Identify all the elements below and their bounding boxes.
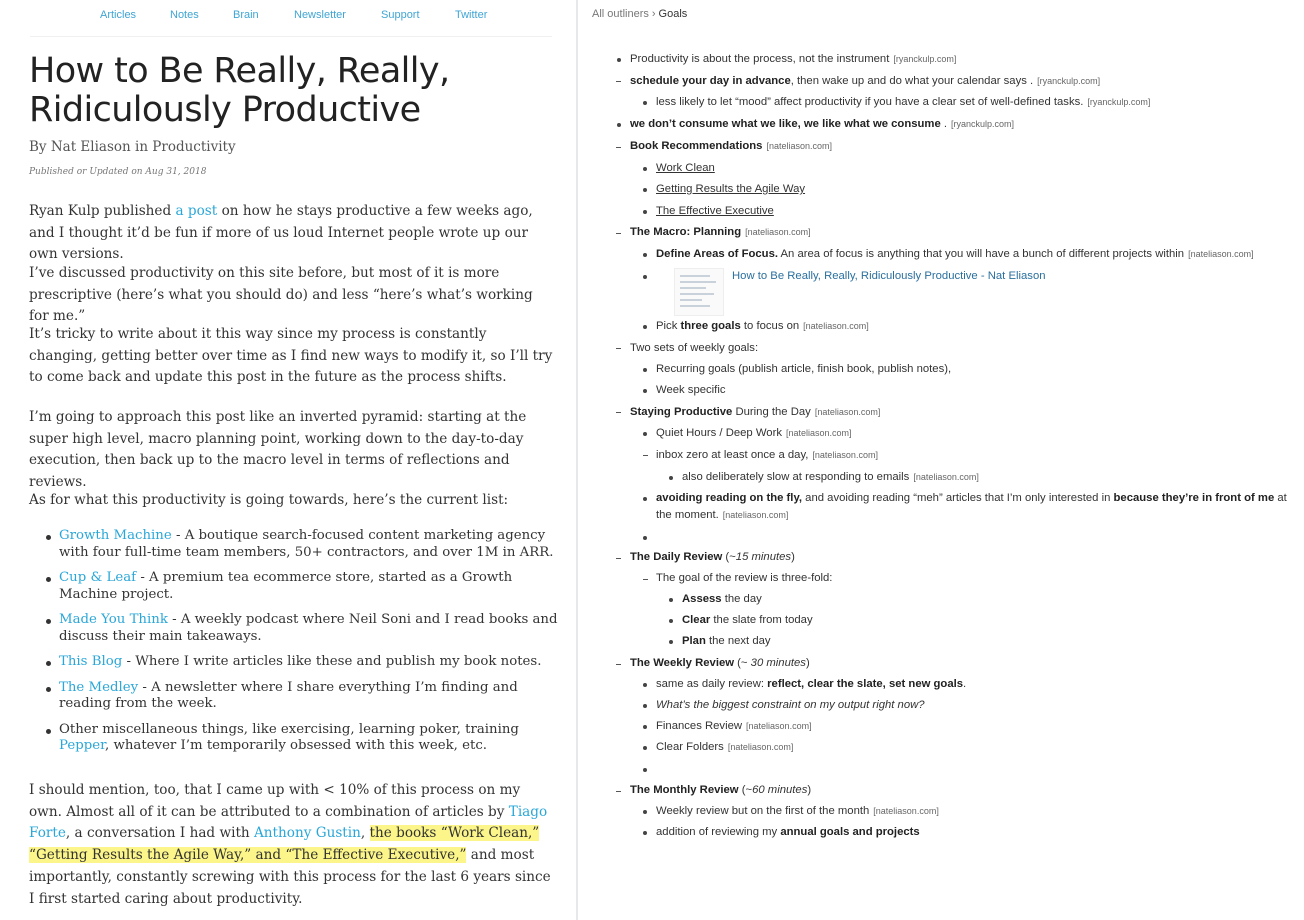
thumbnail-line xyxy=(680,305,710,307)
outline-text: (~ xyxy=(722,551,736,563)
outline-bold-text: reflect, clear the slate, set new goals xyxy=(767,678,964,690)
bullet-icon[interactable] xyxy=(643,368,647,372)
article-link[interactable]: How to Be Really, Really, Ridiculously Productive - Nat Eliason xyxy=(732,270,1046,282)
nav-brain[interactable]: Brain xyxy=(233,9,259,21)
paragraph-text: and most importantly, constantly screwing with this process for the last 6 years since I first started caring about productivity. xyxy=(29,847,551,907)
outline-item[interactable] xyxy=(630,402,880,423)
outline-item[interactable] xyxy=(682,467,979,488)
outline-item[interactable] xyxy=(630,547,795,568)
breadcrumb-separator-icon: › xyxy=(651,8,656,20)
bullet-icon[interactable] xyxy=(643,704,647,708)
outline-text: Quiet Hours / Deep Work xyxy=(656,427,782,439)
bullet-icon[interactable] xyxy=(643,253,647,257)
outline-text: at the moment. xyxy=(656,492,1287,521)
outline-text: Clear Folders xyxy=(656,741,724,753)
list-item xyxy=(29,528,559,561)
outline-item[interactable] xyxy=(656,674,966,695)
book-link[interactable]: Work Clean xyxy=(656,162,715,174)
bullet-icon[interactable] xyxy=(643,497,647,501)
source-link[interactable]: [ryanckulp.com] xyxy=(1087,97,1151,107)
outline-bold-text: Plan xyxy=(682,635,706,647)
outline-italic-text: 30 minutes xyxy=(750,657,806,669)
outline-italic-text: 60 minutes xyxy=(752,784,808,796)
made-you-think-link[interactable]: Made You Think xyxy=(59,612,168,627)
nav-twitter[interactable]: Twitter xyxy=(455,9,488,21)
thumbnail-line xyxy=(680,281,716,283)
outline-text: Recurring goals (publish article, finish book, publish notes), xyxy=(656,363,952,375)
outline-item[interactable] xyxy=(656,423,852,444)
paragraph-inverted-pyramid: I’m going to approach this post like an inverted pyramid: starting at the super high level, macro planning point, working down to the day-to-day execution, then back up to the macro level in terms of reflections and reviews. xyxy=(29,409,527,491)
outline-item[interactable] xyxy=(656,695,925,716)
outline-item[interactable] xyxy=(732,266,1046,287)
bullet-icon[interactable] xyxy=(643,101,647,105)
pepper-link[interactable]: Pepper xyxy=(59,738,106,753)
list-item xyxy=(29,654,559,671)
book-link[interactable]: The Effective Executive xyxy=(656,205,774,217)
collapse-dash-icon[interactable] xyxy=(616,348,621,349)
outline-text: same as daily review: xyxy=(656,678,768,690)
bullet-icon[interactable] xyxy=(643,188,647,192)
outline-item[interactable] xyxy=(656,568,832,589)
article-thumbnail[interactable] xyxy=(674,268,724,316)
source-link[interactable]: [nateliason.com] xyxy=(873,806,939,816)
outline-item[interactable] xyxy=(656,316,869,337)
source-link[interactable]: [nateliason.com] xyxy=(745,227,811,237)
article-date: Published or Updated on Aug 31, 2018 xyxy=(29,167,207,177)
outline-text: ) xyxy=(807,784,812,796)
outline-item[interactable] xyxy=(630,653,810,674)
outline-italic-text: 15 minutes xyxy=(735,551,792,563)
paragraph-text: , a conversation I had with xyxy=(65,825,254,842)
thumbnail-line xyxy=(680,275,710,277)
bullet-icon[interactable] xyxy=(669,640,673,644)
source-link[interactable]: [nateliason.com] xyxy=(814,407,881,417)
article-byline: By Nat Eliason in Productivity xyxy=(29,139,236,155)
list-item-text: - Where I write articles like these and publish my book notes. xyxy=(122,654,542,669)
outline-item[interactable] xyxy=(630,49,956,70)
outline-bold-text: annual goals and projects xyxy=(780,826,920,838)
outline-text: the day xyxy=(721,593,762,605)
outline-text: . xyxy=(940,118,948,130)
outline-item[interactable] xyxy=(630,136,832,157)
source-link[interactable]: [nateliason.com] xyxy=(746,721,812,731)
nav-newsletter[interactable]: Newsletter xyxy=(294,9,346,21)
outline-bold-text: Book Recommendations xyxy=(630,140,763,152)
source-link[interactable]: [nateliason.com] xyxy=(812,450,878,460)
outline-item[interactable] xyxy=(656,359,951,380)
outline-item[interactable] xyxy=(656,244,1254,265)
outline-item[interactable] xyxy=(630,71,1100,92)
source-link[interactable]: [nateliason.com] xyxy=(722,510,789,520)
bullet-icon[interactable] xyxy=(643,810,647,814)
outline-text: Pick xyxy=(656,320,681,332)
paragraph-intro xyxy=(29,201,556,266)
outline-item[interactable] xyxy=(630,114,1014,135)
this-blog-link[interactable]: This Blog xyxy=(59,654,123,669)
a-post-link[interactable]: a post xyxy=(175,203,218,219)
thumbnail-line xyxy=(680,287,706,289)
outline-item[interactable] xyxy=(656,201,774,222)
source-link[interactable]: [nateliason.com] xyxy=(803,321,869,331)
collapse-dash-icon[interactable] xyxy=(616,791,621,792)
list-item xyxy=(29,680,559,713)
outline-bold-text: Clear xyxy=(682,614,711,626)
list-item xyxy=(29,612,559,645)
outline-bold-text: The Macro: Planning xyxy=(630,226,742,238)
outline-text: Finances Review xyxy=(656,720,743,732)
article-title: How to Be Really, Really, Ridiculously Productive xyxy=(29,51,450,130)
paragraph-text: Ryan Kulp published xyxy=(29,203,176,219)
paragraph-text: , xyxy=(360,825,370,842)
outline-text: Weekly review but on the first of the month xyxy=(656,805,870,817)
list-item-text: , whatever I’m temporarily obsessed with this week, etc. xyxy=(105,738,488,753)
outline-item[interactable] xyxy=(656,822,920,843)
list-item-text: - A premium tea ecommerce store, started as a Growth Machine project. xyxy=(59,570,513,602)
source-link[interactable]: [nateliason.com] xyxy=(913,472,979,482)
bullet-icon[interactable] xyxy=(643,432,647,436)
outline-bold-text: The Weekly Review xyxy=(630,657,735,669)
cup-and-leaf-link[interactable]: Cup & Leaf xyxy=(59,570,137,585)
outline-item[interactable] xyxy=(656,445,878,466)
collapse-dash-icon[interactable] xyxy=(643,579,648,580)
outline-italic-text: What’s the biggest constraint on my output right now? xyxy=(656,699,925,711)
outline-item[interactable] xyxy=(656,716,812,737)
list-item-text: Other miscellaneous things, like exercising, learning poker, training xyxy=(59,721,519,737)
outline-item[interactable] xyxy=(656,490,1296,524)
thumbnail-line xyxy=(680,293,714,295)
source-link[interactable]: [ryanckulp.com] xyxy=(1037,76,1101,86)
nav-support[interactable]: Support xyxy=(381,9,420,21)
outline-item[interactable] xyxy=(656,179,805,200)
bullet-icon[interactable] xyxy=(643,725,647,729)
bullet-icon[interactable] xyxy=(643,275,647,279)
outline-bold-text: avoiding reading on the fly, xyxy=(656,492,803,504)
paragraph-previous-discussion: I’ve discussed productivity on this site before, but most of it is more prescriptive (here’s what you should do) and less “here’s what’s working for me.” xyxy=(29,265,533,325)
article-pane xyxy=(0,0,576,920)
list-item xyxy=(29,570,559,603)
outline-bold-text: Define Areas of Focus. xyxy=(656,248,778,260)
highlighted-text: the books “Work Clean,” “Getting Results the Agile Way,” and “The Effective Executive,” xyxy=(29,825,540,864)
source-link[interactable]: [nateliason.com] xyxy=(1188,249,1254,259)
outline-text: (~ xyxy=(734,657,751,669)
outline-item[interactable] xyxy=(630,780,811,801)
breadcrumb-current: Goals xyxy=(658,8,688,20)
outline-text: Productivity is about the process, not the instrument xyxy=(630,53,890,65)
list-item-text: - A newsletter where I share everything I’m finding and reading from the week. xyxy=(59,679,518,711)
outline-bold-text: we don’t consume what we like, we like what we consume xyxy=(630,118,941,130)
outline-item[interactable] xyxy=(682,610,813,631)
outline-item[interactable] xyxy=(630,338,758,359)
outline-bold-text: Assess xyxy=(682,593,722,605)
bullet-icon[interactable] xyxy=(617,123,621,127)
bullet-icon[interactable] xyxy=(617,58,621,62)
outline-text: Week specific xyxy=(656,384,726,396)
outline-bold-text: The Daily Review xyxy=(630,551,723,563)
collapse-dash-icon[interactable] xyxy=(616,664,621,665)
outline-item[interactable] xyxy=(682,589,762,610)
bullet-icon[interactable] xyxy=(643,210,647,214)
list-item-text: - A weekly podcast where Neil Soni and I read books and discuss their main takeaways. xyxy=(59,612,558,644)
outline-text: . xyxy=(963,678,967,690)
empty-bullet-icon[interactable] xyxy=(643,768,647,772)
breadcrumb xyxy=(592,8,687,20)
outline-text: to focus on xyxy=(740,320,800,332)
outline-bold-text: three goals xyxy=(680,320,741,332)
collapse-dash-icon[interactable] xyxy=(616,558,621,559)
outline-text: The goal of the review is three-fold: xyxy=(656,572,833,584)
paragraph-attribution xyxy=(29,780,556,910)
paragraph-text: on how he stays productive a few weeks ago, and I thought it’d be fun if more of us loud Internet people wrote up our own versions. xyxy=(29,203,533,263)
outline-text: Two sets of weekly goals: xyxy=(630,342,759,354)
paragraph-process-changing: It’s tricky to write about it this way since my process is constantly changing, getting better over time as I find new ways to modify it, so I’ll try to come back and update this post in the future as the process shifts. xyxy=(29,326,553,386)
outline-text: An area of focus is anything that you will have a bunch of different projects within xyxy=(778,248,1185,260)
anthony-gustin-link[interactable]: Anthony Gustin xyxy=(253,825,361,842)
outline-item[interactable] xyxy=(656,801,939,822)
source-link[interactable]: [nateliason.com] xyxy=(766,141,832,151)
bullet-icon[interactable] xyxy=(643,831,647,835)
outline-text: During the Day xyxy=(732,406,811,418)
the-medley-link[interactable]: The Medley xyxy=(59,679,139,695)
bullet-icon[interactable] xyxy=(643,389,647,393)
empty-bullet-icon[interactable] xyxy=(643,536,647,540)
site-nav xyxy=(30,8,552,37)
collapse-dash-icon[interactable] xyxy=(616,233,621,234)
thumbnail-line xyxy=(680,299,702,301)
outliner-pane xyxy=(578,0,1304,920)
outline-item[interactable] xyxy=(656,158,715,179)
bullet-icon[interactable] xyxy=(669,598,673,602)
outline-text: addition of reviewing my xyxy=(656,826,781,838)
outline-text: also deliberately slow at responding to emails xyxy=(682,471,910,483)
list-item-text: - A boutique search-focused content marketing agency with four full-time team members, 50+ contractors, and over 1M in ARR. xyxy=(59,528,554,560)
outline-bold-text: schedule your day in advance xyxy=(630,75,791,87)
outline-item[interactable] xyxy=(682,631,771,652)
source-link[interactable]: [ryanckulp.com] xyxy=(951,119,1015,129)
outline-text: the next day xyxy=(705,635,771,647)
source-link[interactable]: [ryanckulp.com] xyxy=(893,54,957,64)
outline-text: the slate from today xyxy=(710,614,813,626)
outline-bold-text: The Monthly Review xyxy=(630,784,739,796)
book-link[interactable]: Getting Results the Agile Way xyxy=(656,183,806,195)
bullet-icon[interactable] xyxy=(643,167,647,171)
outline-text: ) xyxy=(791,551,795,563)
outline-text: ) xyxy=(805,657,810,669)
outline-text: and avoiding reading “meh” articles that I’m only interested in xyxy=(802,492,1114,504)
outline-bold-text: Staying Productive xyxy=(630,406,733,418)
outline-item[interactable] xyxy=(656,737,793,758)
outline-item[interactable] xyxy=(656,380,725,401)
breadcrumb-all-outliners[interactable]: All outliners xyxy=(592,8,649,20)
bullet-icon[interactable] xyxy=(669,619,673,623)
collapse-dash-icon[interactable] xyxy=(616,81,621,82)
paragraph-text: I should mention, too, that I came up with < 10% of this process on my own. Almost all of it can be attributed to a combination of articles by xyxy=(29,782,521,820)
collapse-dash-icon[interactable] xyxy=(643,455,648,456)
nav-notes[interactable]: Notes xyxy=(170,9,199,21)
outline-item[interactable] xyxy=(630,222,811,243)
outline-item[interactable] xyxy=(656,92,1150,113)
outline-bold-text: because they’re in front of me xyxy=(1113,492,1275,504)
outline-text: inbox zero at least once a day, xyxy=(656,449,809,461)
growth-machine-link[interactable]: Growth Machine xyxy=(59,528,172,543)
outline-text: , then wake up and do what your calendar says . xyxy=(790,75,1034,87)
bullet-icon[interactable] xyxy=(643,746,647,750)
collapse-dash-icon[interactable] xyxy=(616,412,621,413)
outline-text: less likely to let “mood” affect productivity if you have a clear set of well-defined tasks. xyxy=(656,96,1084,108)
outline-text: (~ xyxy=(738,784,753,796)
nav-articles[interactable]: Articles xyxy=(100,9,137,21)
source-link[interactable]: [nateliason.com] xyxy=(727,742,794,752)
bullet-icon[interactable] xyxy=(643,325,647,329)
source-link[interactable]: [nateliason.com] xyxy=(786,428,852,438)
tiago-forte-link[interactable]: Tiago Forte xyxy=(29,803,548,842)
bullet-icon[interactable] xyxy=(643,683,647,687)
list-item xyxy=(29,722,559,755)
paragraph-current-list: As for what this productivity is going towards, here’s the current list: xyxy=(29,492,509,508)
projects-list xyxy=(29,528,559,764)
bullet-icon[interactable] xyxy=(669,476,673,480)
collapse-dash-icon[interactable] xyxy=(616,147,621,148)
